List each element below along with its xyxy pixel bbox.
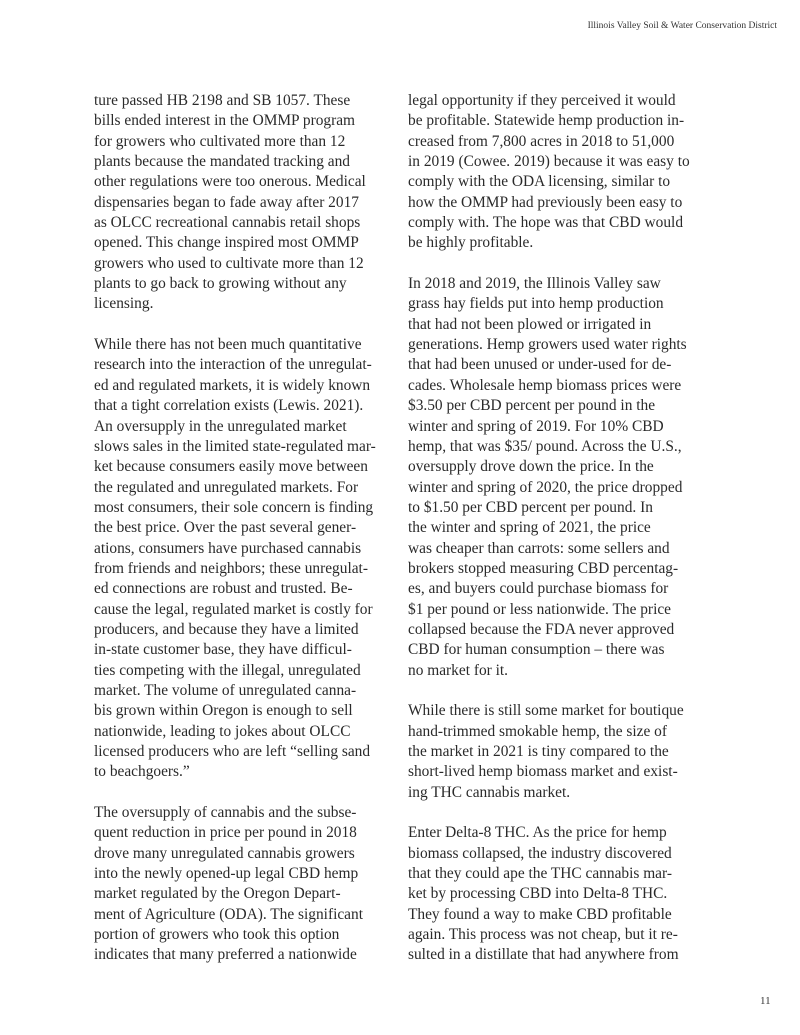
text-line: producers, and because they have a limited [94,620,359,638]
text-line: comply with the ODA licensing, similar to [408,173,671,191]
text-line: that had not been plowed or irrigated in [408,315,652,333]
text-line: bills ended interest in the OMMP program [94,112,356,130]
text-line: in 2019 (Cowee. 2019) because it was easy to [408,153,690,171]
text-line: In 2018 and 2019, the Illinois Valley saw [408,275,661,293]
text-line: bis grown within Oregon is enough to sell [94,702,353,720]
text-line: creased from 7,800 acres in 2018 to 51,000 [408,132,675,150]
paragraph [408,823,720,965]
page-number: 11 [760,995,771,1007]
text-line: ket because consumers easily move between [94,458,368,476]
left-column [94,91,412,966]
text-line: ties competing with the illegal, unregulated [94,661,361,679]
text-line: generations. Hemp growers used water rights [408,336,687,354]
text-line: in-state customer base, they have difficul- [94,641,352,659]
text-line: cause the legal, regulated market is costly for [94,600,373,618]
text-line: cades. Wholesale hemp biomass prices were [408,376,682,394]
text-line: that a tight correlation exists (Lewis. 2021). [94,397,364,415]
text-line: portion of growers who took this option [94,926,340,944]
text-line: indicates that many preferred a nationwide [94,946,357,964]
paragraph [94,335,412,783]
text-line: brokers stopped measuring CBD percentag- [408,559,679,577]
paragraph [408,701,720,803]
paragraph [94,91,412,315]
text-line: The oversupply of cannabis and the subse- [94,804,357,822]
text-line: to $1.50 per CBD percent per pound. In [408,498,653,516]
text-line: ations, consumers have purchased cannabis [94,539,362,557]
text-line: winter and spring of 2019. For 10% CBD [408,417,664,435]
text-line: as OLCC recreational cannabis retail shops [94,214,361,232]
text-line: nationwide, leading to jokes about OLCC [94,722,351,740]
text-line: grass hay fields put into hemp production [408,295,664,313]
text-line: CBD for human consumption – there was [408,641,665,659]
text-line: biomass collapsed, the industry discovered [408,844,672,862]
text-line: legal opportunity if they perceived it would [408,92,676,109]
text-line: oversupply drove down the price. In the [408,458,654,476]
text-line: ed connections are robust and trusted. Be- [94,580,353,598]
text-line: $1 per pound or less nationwide. The price [408,600,672,618]
text-line: growers who used to cultivate more than 12 [94,254,364,272]
text-line: most consumers, their sole concern is finding [94,498,374,516]
text-line: ed and regulated markets, it is widely known [94,376,371,394]
paragraph [94,803,412,966]
text-line: quent reduction in price per pound in 2018 [94,824,357,842]
text-line: from friends and neighbors; these unregulat- [94,559,368,577]
text-line: the winter and spring of 2021, the price [408,519,651,537]
text-line: comply with. The hope was that CBD would [408,214,684,232]
text-line: that had been unused or under-used for de- [408,356,672,374]
text-line: An oversupply in the unregulated market [94,417,347,435]
text-line: hemp, that was $35/ pound. Across the U.S., [408,437,682,455]
text-line: plants to go back to growing without any [94,275,347,293]
text-line: market regulated by the Oregon Depart- [94,885,341,903]
text-line: While there has not been much quantitative [94,336,362,354]
text-line: dispensaries began to fade away after 2017 [94,193,359,211]
text-line: to beachgoers.” [94,763,190,781]
text-line: short-lived hemp biomass market and exist- [408,763,678,781]
paragraph [408,274,720,681]
right-column [408,91,720,966]
text-line: other regulations were too onerous. Medical [94,173,366,191]
text-line: that they could ape the THC cannabis mar- [408,865,672,883]
text-line: winter and spring of 2020, the price dropped [408,478,683,496]
text-line: for growers who cultivated more than 12 [94,132,346,150]
text-line: was cheaper than carrots: some sellers and [408,539,670,557]
text-line: how the OMMP had previously been easy to [408,193,683,211]
text-line: Enter Delta-8 THC. As the price for hemp [408,824,667,842]
text-line: into the newly opened-up legal CBD hemp [94,865,359,883]
paragraph [408,91,720,254]
text-line: slows sales in the limited state-regulated mar- [94,437,376,455]
text-line: again. This process was not cheap, but it re- [408,926,678,944]
text-line: licensed producers who are left “selling sand [94,743,371,760]
text-line: opened. This change inspired most OMMP [94,234,359,252]
text-line: be profitable. Statewide hemp production in- [408,112,685,130]
text-line: no market for it. [408,661,509,679]
text-line: ment of Agriculture (ODA). The significant [94,905,363,923]
text-line: research into the interaction of the unregulat- [94,356,372,374]
text-line: drove many unregulated cannabis growers [94,844,355,862]
text-line: market. The volume of unregulated canna- [94,681,357,699]
text-line: While there is still some market for boutique [408,702,684,720]
text-line: They found a way to make CBD profitable [408,905,672,923]
text-line: collapsed because the FDA never approved [408,620,675,638]
text-line: the market in 2021 is tiny compared to the [408,743,669,760]
text-line: hand-trimmed smokable hemp, the size of [408,722,668,740]
text-line: sulted in a distillate that had anywhere from [408,946,679,964]
text-line: the best price. Over the past several gener- [94,519,357,537]
text-line: es, and buyers could purchase biomass for [408,580,669,598]
text-line: ket by processing CBD into Delta-8 THC. [408,885,668,903]
text-line: ing THC cannabis market. [408,783,571,801]
running-header: Illinois Valley Soil & Water Conservation District [587,21,777,31]
text-line: $3.50 per CBD percent per pound in the [408,397,656,415]
text-line: plants because the mandated tracking and [94,153,350,171]
text-line: licensing. [94,295,154,313]
text-line: ture passed HB 2198 and SB 1057. These [94,92,351,109]
text-line: be highly profitable. [408,234,534,252]
text-line: the regulated and unregulated markets. For [94,478,359,496]
